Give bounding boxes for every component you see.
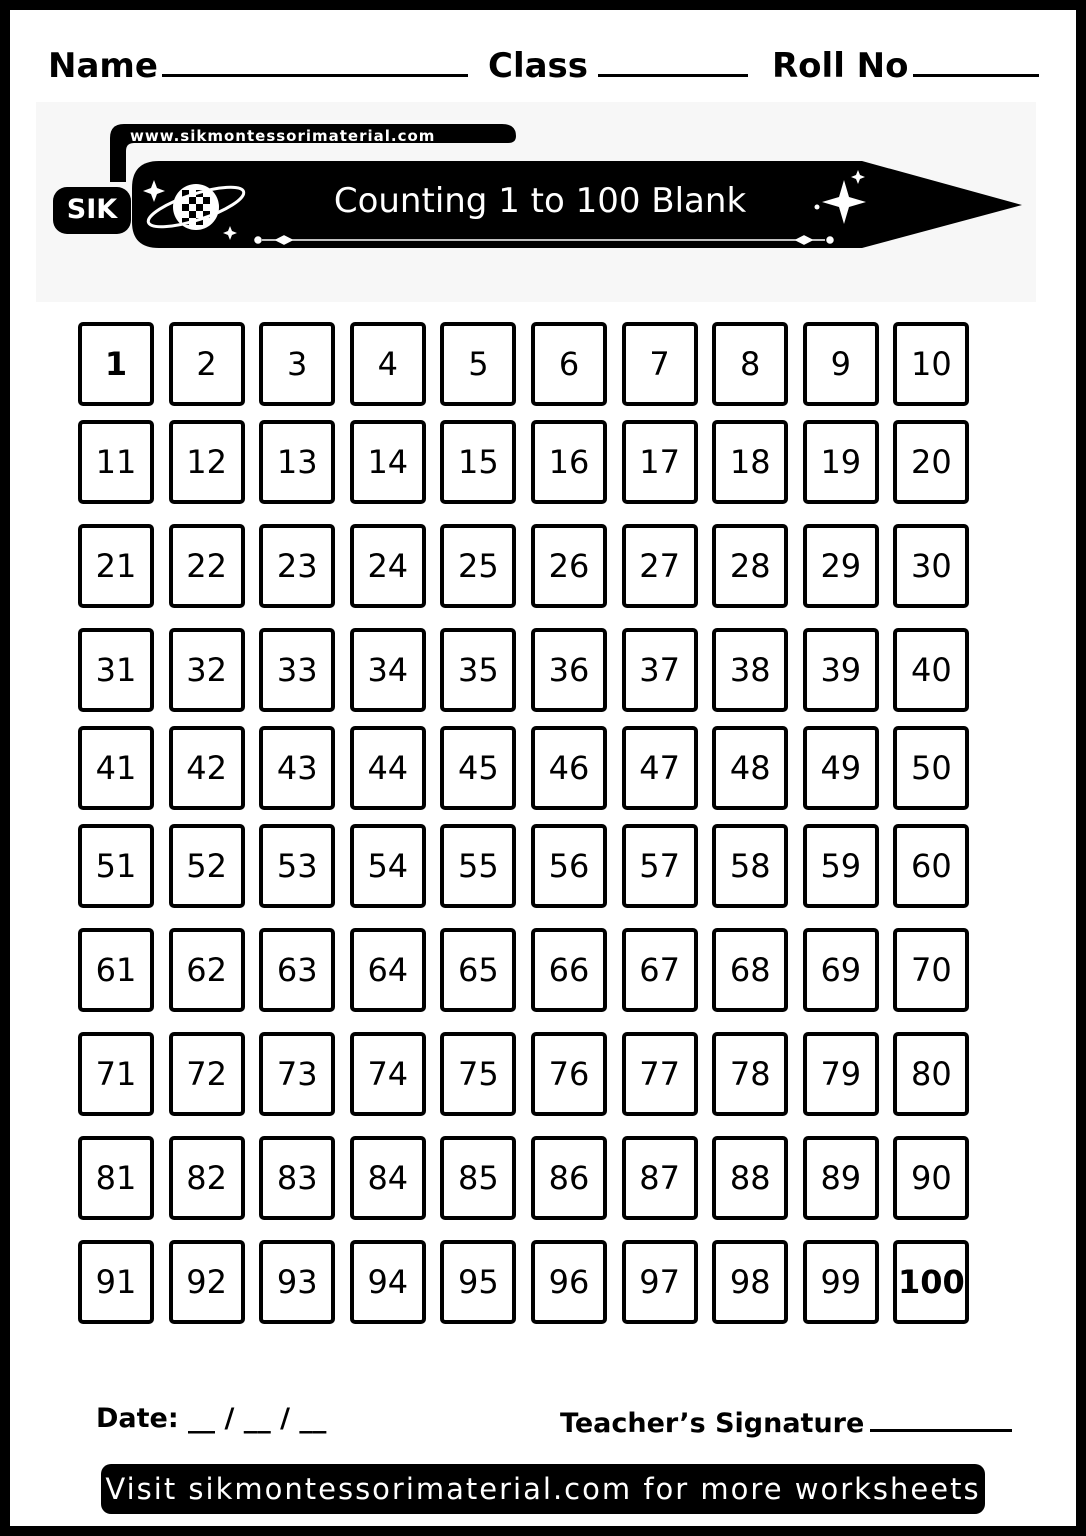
- number-cell: 28: [712, 524, 788, 608]
- number-cell: 23: [259, 524, 335, 608]
- number-cell: 9: [803, 322, 879, 406]
- number-cell: 33: [259, 628, 335, 712]
- number-cell: 85: [440, 1136, 516, 1220]
- number-cell: 93: [259, 1240, 335, 1324]
- number-cell: 32: [169, 628, 245, 712]
- number-cell: 99: [803, 1240, 879, 1324]
- number-cell: 74: [350, 1032, 426, 1116]
- number-cell: 43: [259, 726, 335, 810]
- number-cell: 69: [803, 928, 879, 1012]
- number-cell: 14: [350, 420, 426, 504]
- number-cell: 65: [440, 928, 516, 1012]
- number-cell: 86: [531, 1136, 607, 1220]
- number-cell: 95: [440, 1240, 516, 1324]
- name-label: Name: [48, 46, 158, 86]
- number-cell: 30: [893, 524, 969, 608]
- number-cell: 83: [259, 1136, 335, 1220]
- number-cell: 35: [440, 628, 516, 712]
- number-cell: 5: [440, 322, 516, 406]
- number-cell: 26: [531, 524, 607, 608]
- number-cell: 91: [78, 1240, 154, 1324]
- number-cell: 19: [803, 420, 879, 504]
- number-cell: 60: [893, 824, 969, 908]
- number-cell: 78: [712, 1032, 788, 1116]
- number-cell: 17: [622, 420, 698, 504]
- signature-line: [870, 1403, 1012, 1432]
- number-cell: 62: [169, 928, 245, 1012]
- number-cell: 94: [350, 1240, 426, 1324]
- number-cell: 47: [622, 726, 698, 810]
- number-cell: 68: [712, 928, 788, 1012]
- number-cell: 92: [169, 1240, 245, 1324]
- number-cell: 22: [169, 524, 245, 608]
- number-cell: 21: [78, 524, 154, 608]
- number-cell: 58: [712, 824, 788, 908]
- sik-logo: SIK: [66, 194, 118, 225]
- number-cell: 61: [78, 928, 154, 1012]
- number-cell: 3: [259, 322, 335, 406]
- class-label: Class: [488, 46, 589, 86]
- number-cell: 59: [803, 824, 879, 908]
- number-cell: 55: [440, 824, 516, 908]
- worksheet-page: [10, 10, 1076, 1526]
- footer-visit-text: Visit sikmontessorimaterial.com for more worksheets: [105, 1472, 981, 1506]
- signature-field: [560, 1403, 1012, 1439]
- number-cell: 75: [440, 1032, 516, 1116]
- number-cell: 79: [803, 1032, 879, 1116]
- number-cell: 27: [622, 524, 698, 608]
- number-cell: 89: [803, 1136, 879, 1220]
- number-cell: 31: [78, 628, 154, 712]
- number-cell: 53: [259, 824, 335, 908]
- number-cell: 66: [531, 928, 607, 1012]
- worksheet-title: Counting 1 to 100 Blank: [333, 181, 747, 221]
- number-cell: 71: [78, 1032, 154, 1116]
- number-cell: 40: [893, 628, 969, 712]
- number-cell: 2: [169, 322, 245, 406]
- number-cell: 80: [893, 1032, 969, 1116]
- number-cell: 90: [893, 1136, 969, 1220]
- number-cell: 10: [893, 322, 969, 406]
- number-cell: 1: [78, 322, 154, 406]
- number-cell: 76: [531, 1032, 607, 1116]
- number-cell: 13: [259, 420, 335, 504]
- number-cell: 48: [712, 726, 788, 810]
- number-cell: 36: [531, 628, 607, 712]
- number-cell: 100: [893, 1240, 969, 1324]
- number-cell: 7: [622, 322, 698, 406]
- date-field: Date: __ / __ / __: [96, 1403, 327, 1434]
- number-cell: 51: [78, 824, 154, 908]
- number-cell: 73: [259, 1032, 335, 1116]
- number-cell: 64: [350, 928, 426, 1012]
- number-cell: 84: [350, 1136, 426, 1220]
- number-cell: 42: [169, 726, 245, 810]
- number-cell: 16: [531, 420, 607, 504]
- number-cell: 63: [259, 928, 335, 1012]
- number-cell: 57: [622, 824, 698, 908]
- number-cell: 44: [350, 726, 426, 810]
- number-cell: 72: [169, 1032, 245, 1116]
- number-cell: 77: [622, 1032, 698, 1116]
- number-cell: 37: [622, 628, 698, 712]
- number-cell: 46: [531, 726, 607, 810]
- number-cell: 29: [803, 524, 879, 608]
- signature-label: Teacher’s Signature: [560, 1408, 865, 1439]
- number-cell: 12: [169, 420, 245, 504]
- number-cell: 98: [712, 1240, 788, 1324]
- roll-label: Roll No: [772, 46, 909, 86]
- number-cell: 82: [169, 1136, 245, 1220]
- number-cell: 20: [893, 420, 969, 504]
- number-cell: 49: [803, 726, 879, 810]
- number-cell: 11: [78, 420, 154, 504]
- number-cell: 52: [169, 824, 245, 908]
- number-cell: 6: [531, 322, 607, 406]
- number-cell: 4: [350, 322, 426, 406]
- number-cell: 45: [440, 726, 516, 810]
- number-cell: 88: [712, 1136, 788, 1220]
- number-cell: 96: [531, 1240, 607, 1324]
- banner-url: www.sikmontessorimaterial.com: [130, 127, 436, 145]
- number-cell: 39: [803, 628, 879, 712]
- number-cell: 24: [350, 524, 426, 608]
- number-cell: 56: [531, 824, 607, 908]
- number-cell: 50: [893, 726, 969, 810]
- number-cell: 67: [622, 928, 698, 1012]
- number-cell: 38: [712, 628, 788, 712]
- banner-shape: [10, 10, 1076, 310]
- number-cell: 81: [78, 1136, 154, 1220]
- number-cell: 34: [350, 628, 426, 712]
- number-cell: 8: [712, 322, 788, 406]
- number-cell: 18: [712, 420, 788, 504]
- footer-banner: [101, 1464, 985, 1514]
- number-cell: 15: [440, 420, 516, 504]
- number-cell: 54: [350, 824, 426, 908]
- number-cell: 70: [893, 928, 969, 1012]
- number-cell: 25: [440, 524, 516, 608]
- number-cell: 97: [622, 1240, 698, 1324]
- number-cell: 41: [78, 726, 154, 810]
- number-cell: 87: [622, 1136, 698, 1220]
